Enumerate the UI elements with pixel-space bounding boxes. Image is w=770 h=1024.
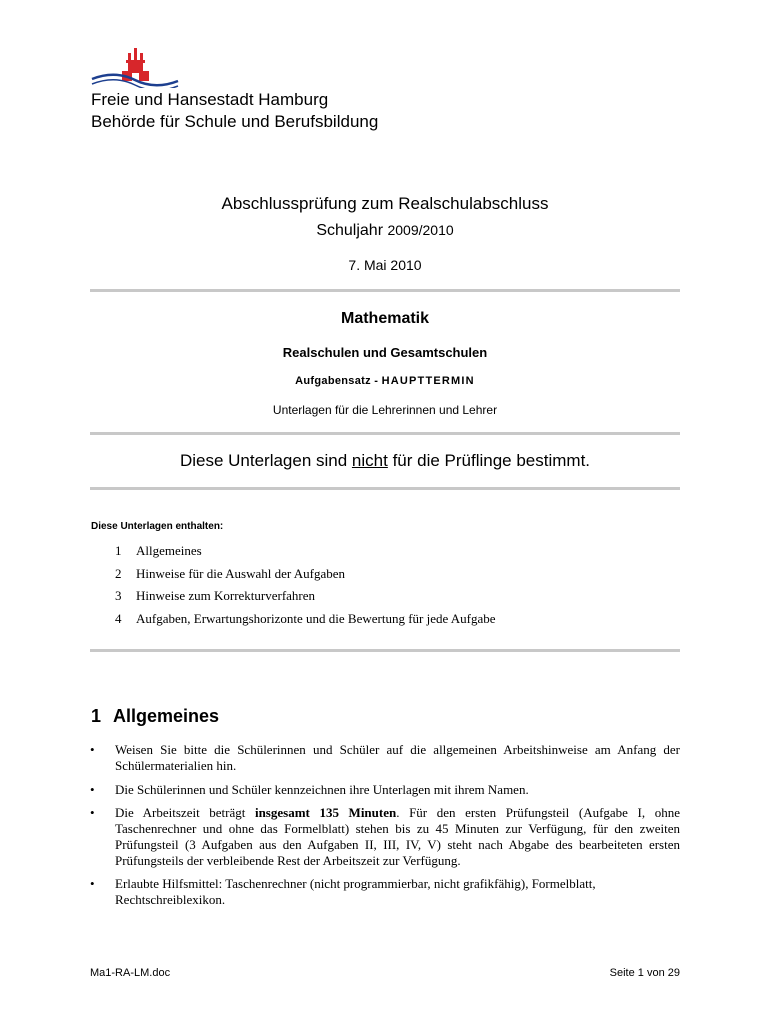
footer-page-number: Seite 1 von 29 xyxy=(609,967,680,979)
item-number: 1 xyxy=(115,543,122,558)
notice-before: Diese Unterlagen sind xyxy=(179,451,352,470)
divider xyxy=(90,649,680,652)
hamburg-coat-of-arms-icon xyxy=(90,48,180,88)
notice-emphasis: nicht xyxy=(351,451,388,470)
contents-heading: Diese Unterlagen enthalten: xyxy=(91,521,224,532)
task-set-term: HAUPTTERMIN xyxy=(381,375,475,387)
org-name: Freie und Hansestadt Hamburg xyxy=(91,90,329,109)
section-number: 1 xyxy=(91,706,102,726)
school-types: Realschulen und Gesamtschulen xyxy=(282,345,488,360)
exam-title: Abschlussprüfung zum Realschulabschluss xyxy=(221,194,549,213)
school-year-label: Schuljahr xyxy=(316,222,384,239)
restriction-notice xyxy=(90,451,680,471)
list-item xyxy=(115,588,496,611)
bullet-text-end: . Für den ersten Prüfungsteil (Aufgabe I, ohne Taschenrechner und ohne das Formelblatt) stehen bis zu 45 Minuten zur Verfügung, für den zweiten Prüfungsteil (3 Aufgaben aus den Aufgaben II, III, IV, V) steht nach Abgabe des bearbeiteten ersten Prüfungsteils der verbleibende Rest der Arbeitszeit zur Verfügung. xyxy=(115,805,680,868)
item-number: 3 xyxy=(115,588,122,603)
bullet-icon: • xyxy=(90,742,95,757)
list-item xyxy=(115,611,496,634)
item-text: Hinweise für die Auswahl der Aufgaben xyxy=(136,565,346,581)
bullet-text: Erlaubte Hilfsmittel: Taschenrechner (nicht programmierbar, nicht grafikfähig), Formelblatt, Rechtschreiblexikon. xyxy=(115,876,596,907)
audience-note: Unterlagen für die Lehrerinnen und Lehrer xyxy=(272,403,498,417)
list-item xyxy=(115,543,496,566)
item-number: 4 xyxy=(115,610,122,626)
divider xyxy=(90,432,680,435)
notice-after: für die Prüflinge bestimmt. xyxy=(387,451,591,470)
bullet-icon: • xyxy=(90,876,95,891)
item-number: 2 xyxy=(115,565,122,581)
task-set xyxy=(90,375,680,387)
item-text: Hinweise zum Korrekturverfahren xyxy=(136,588,316,603)
school-year xyxy=(90,222,680,240)
item-text: Aufgaben, Erwartungshorizonte und die Bewertung für jede Aufgabe xyxy=(136,610,496,626)
section-title: Allgemeines xyxy=(113,706,220,726)
subject-title: Mathematik xyxy=(340,310,430,327)
bullet-icon: • xyxy=(90,782,95,797)
task-set-prefix: Aufgabensatz - xyxy=(295,375,382,387)
bullet-text: Die Schülerinnen und Schüler kennzeichnen ihre Unterlagen mit ihrem Namen. xyxy=(115,782,529,797)
divider xyxy=(90,487,680,490)
list-item xyxy=(115,566,496,589)
exam-date: 7. Mai 2010 xyxy=(348,257,422,273)
item-text: Allgemeines xyxy=(136,543,202,558)
org-department: Behörde für Schule und Berufsbildung xyxy=(91,112,379,131)
bullet-icon: • xyxy=(90,805,95,820)
school-year-value: 2009/2010 xyxy=(387,222,454,238)
section-heading xyxy=(91,706,219,727)
bullet-text-bold: insgesamt 135 Minuten xyxy=(254,805,397,820)
divider xyxy=(90,289,680,292)
footer-filename: Ma1-RA-LM.doc xyxy=(90,967,171,979)
bullet-text: Weisen Sie bitte die Schülerinnen und Schüler auf die allgemeinen Arbeitshinweise am Anfang der Schülermaterialien hin. xyxy=(115,742,680,773)
bullet-text xyxy=(115,805,680,869)
contents-list xyxy=(115,543,496,633)
bullet-text-start: Die Arbeitszeit beträgt xyxy=(115,805,255,820)
